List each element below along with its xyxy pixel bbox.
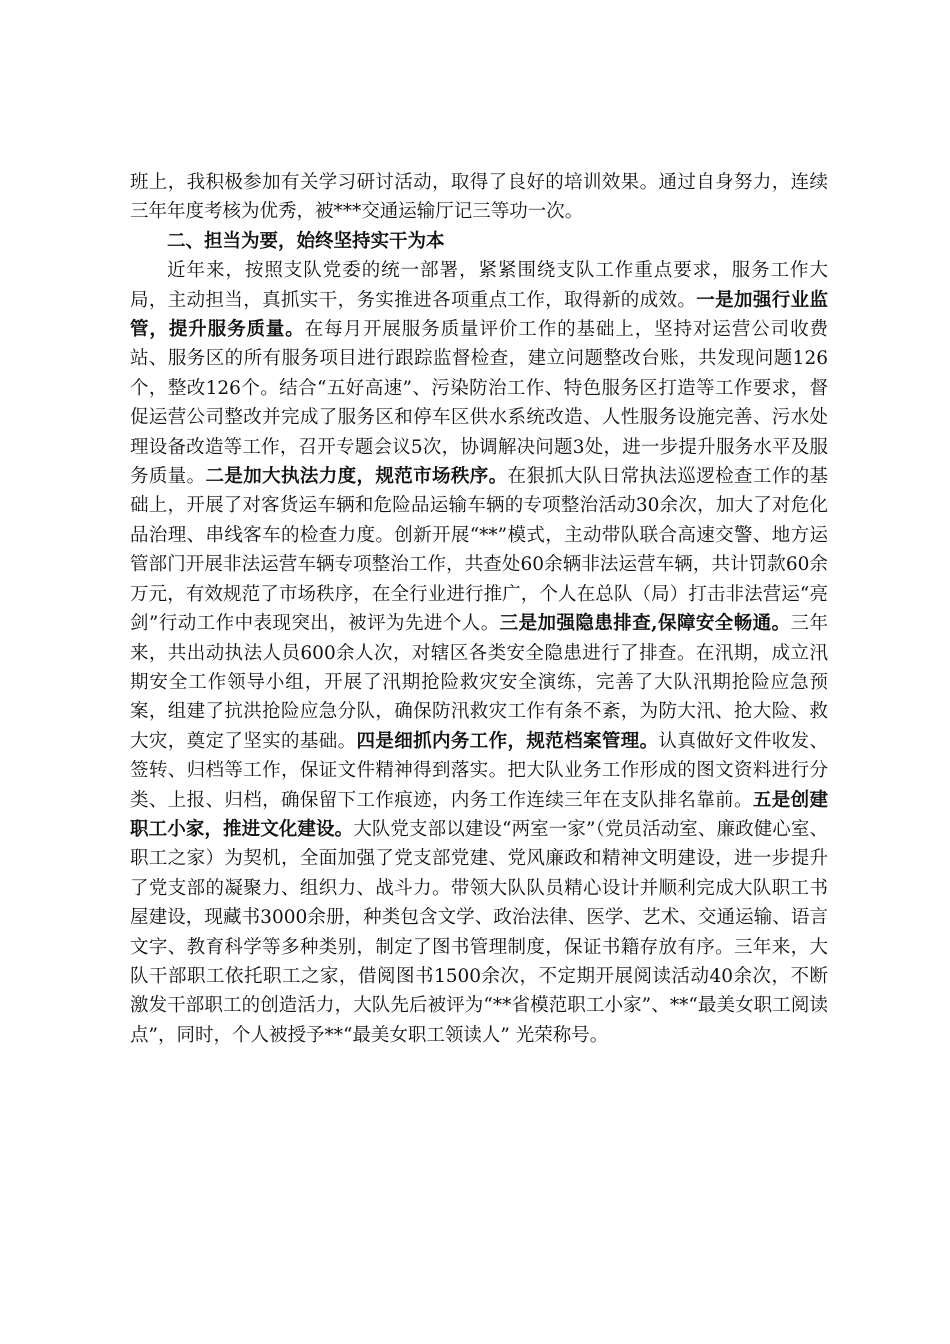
point3-title: 三是加强隐患排查,保障安全畅通。 (499, 613, 791, 635)
point1-title: 一是加强行业监管，提升服务质量。 (130, 289, 828, 341)
point2-title: 二是加大执法力度，规范市场秩序。 (205, 466, 508, 488)
point4-title: 四是细抓内务工作，规范档案管理。 (356, 730, 659, 752)
point1-text: 在每月开展服务质量评价工作的基础上，坚持对运营公司收费站、服务区的所有服务项目进行跟踪监督检查，建立问题整改台账，共发现问题126个，整改126个。结合“五好高速”、污染防治工作、特色服务区打造等工作要求，督促运营公司整改并完成了服务区和停车区供水系统改造、人性服务设施完善、污水处理设备改造等工作，召开专题会议5次，协调解决问题3处，进一步提升服务水平及服务质量。 (130, 319, 828, 488)
section-heading: 二、担当为要，始终坚持实干为本 (167, 230, 445, 252)
point3-text: 三年来，共出动执法人员600余人次，对辖区各类安全隐患进行了排查。在汛期，成立汛期安全工作领导小组，开展了汛期抢险救灾安全演练，完善了大队汛期抢险应急预案，组建了抗洪抢险应急分队，确保防汛救灾工作有条不紊，为防大汛、抢大险、救大灾，奠定了坚实的基础。 (130, 613, 828, 752)
intro-text: 近年来，按照支队党委的统一部署，紧紧围绕支队工作重点要求，服务工作大局，主动担当，真抓实干，务实推进各项重点工作，取得新的成效。 (130, 260, 828, 311)
main-paragraph (130, 256, 828, 1050)
point5-text: 大队党支部以建设“两室一家”（党员活动室、廉政健心室、职工之家）为契机，全面加强了党支部党建、党风廉政和精神文明建设，进一步提升了党支部的凝聚力、组织力、战斗力。带领大队队员精心设计并顺利完成大队职工书屋建设，现藏书3000余册，种类包含文学、政治法律、医学、艺术、交通运输、语言文字、教育科学等多种类别，制定了图书管理制度，保证书籍存放有序。三年来，大队干部职工依托职工之家，借阅图书1500余次，不定期开展阅读活动40余次，不断激发干部职工的创造活力，大队先后被评为“**省模范职工小家”、**“最美女职工阅读点”，同时，个人被授予**“最美女职工领读人” 光荣称号。 (130, 818, 828, 1046)
point5-title: 五是创建职工小家，推进文化建设。 (130, 789, 828, 840)
point2-text: 在狠抓大队日常执法巡逻检查工作的基础上，开展了对客货运车辆和危险品运输车辆的专项整治活动30余次，加大了对危化品治理、串线客车的检查力度。创新开展“**”模式，主动带队联合高速交警、地方运管部门开展非法运营车辆专项整治工作，共查处60余辆非法运营车辆，共计罚款60余万元，有效规范了市场秩序，在全行业进行推广，个人在总队（局）打击非法营运“亮剑”行动工作中表现突出，被评为先进个人。 (130, 466, 828, 635)
continuation-paragraph: 班上，我积极参加有关学习研讨活动，取得了良好的培训效果。通过自身努力，连续三年年度考核为优秀，被***交通运输厅记三等功一次。 (130, 172, 828, 223)
point4-text: 认真做好文件收发、签转、归档等工作，保证文件精神得到落实。把大队业务工作形成的图文资料进行分类、上报、归档，确保留下工作痕迹，内务工作连续三年在支队排名靠前。 (130, 730, 828, 811)
document-body (130, 168, 828, 1050)
